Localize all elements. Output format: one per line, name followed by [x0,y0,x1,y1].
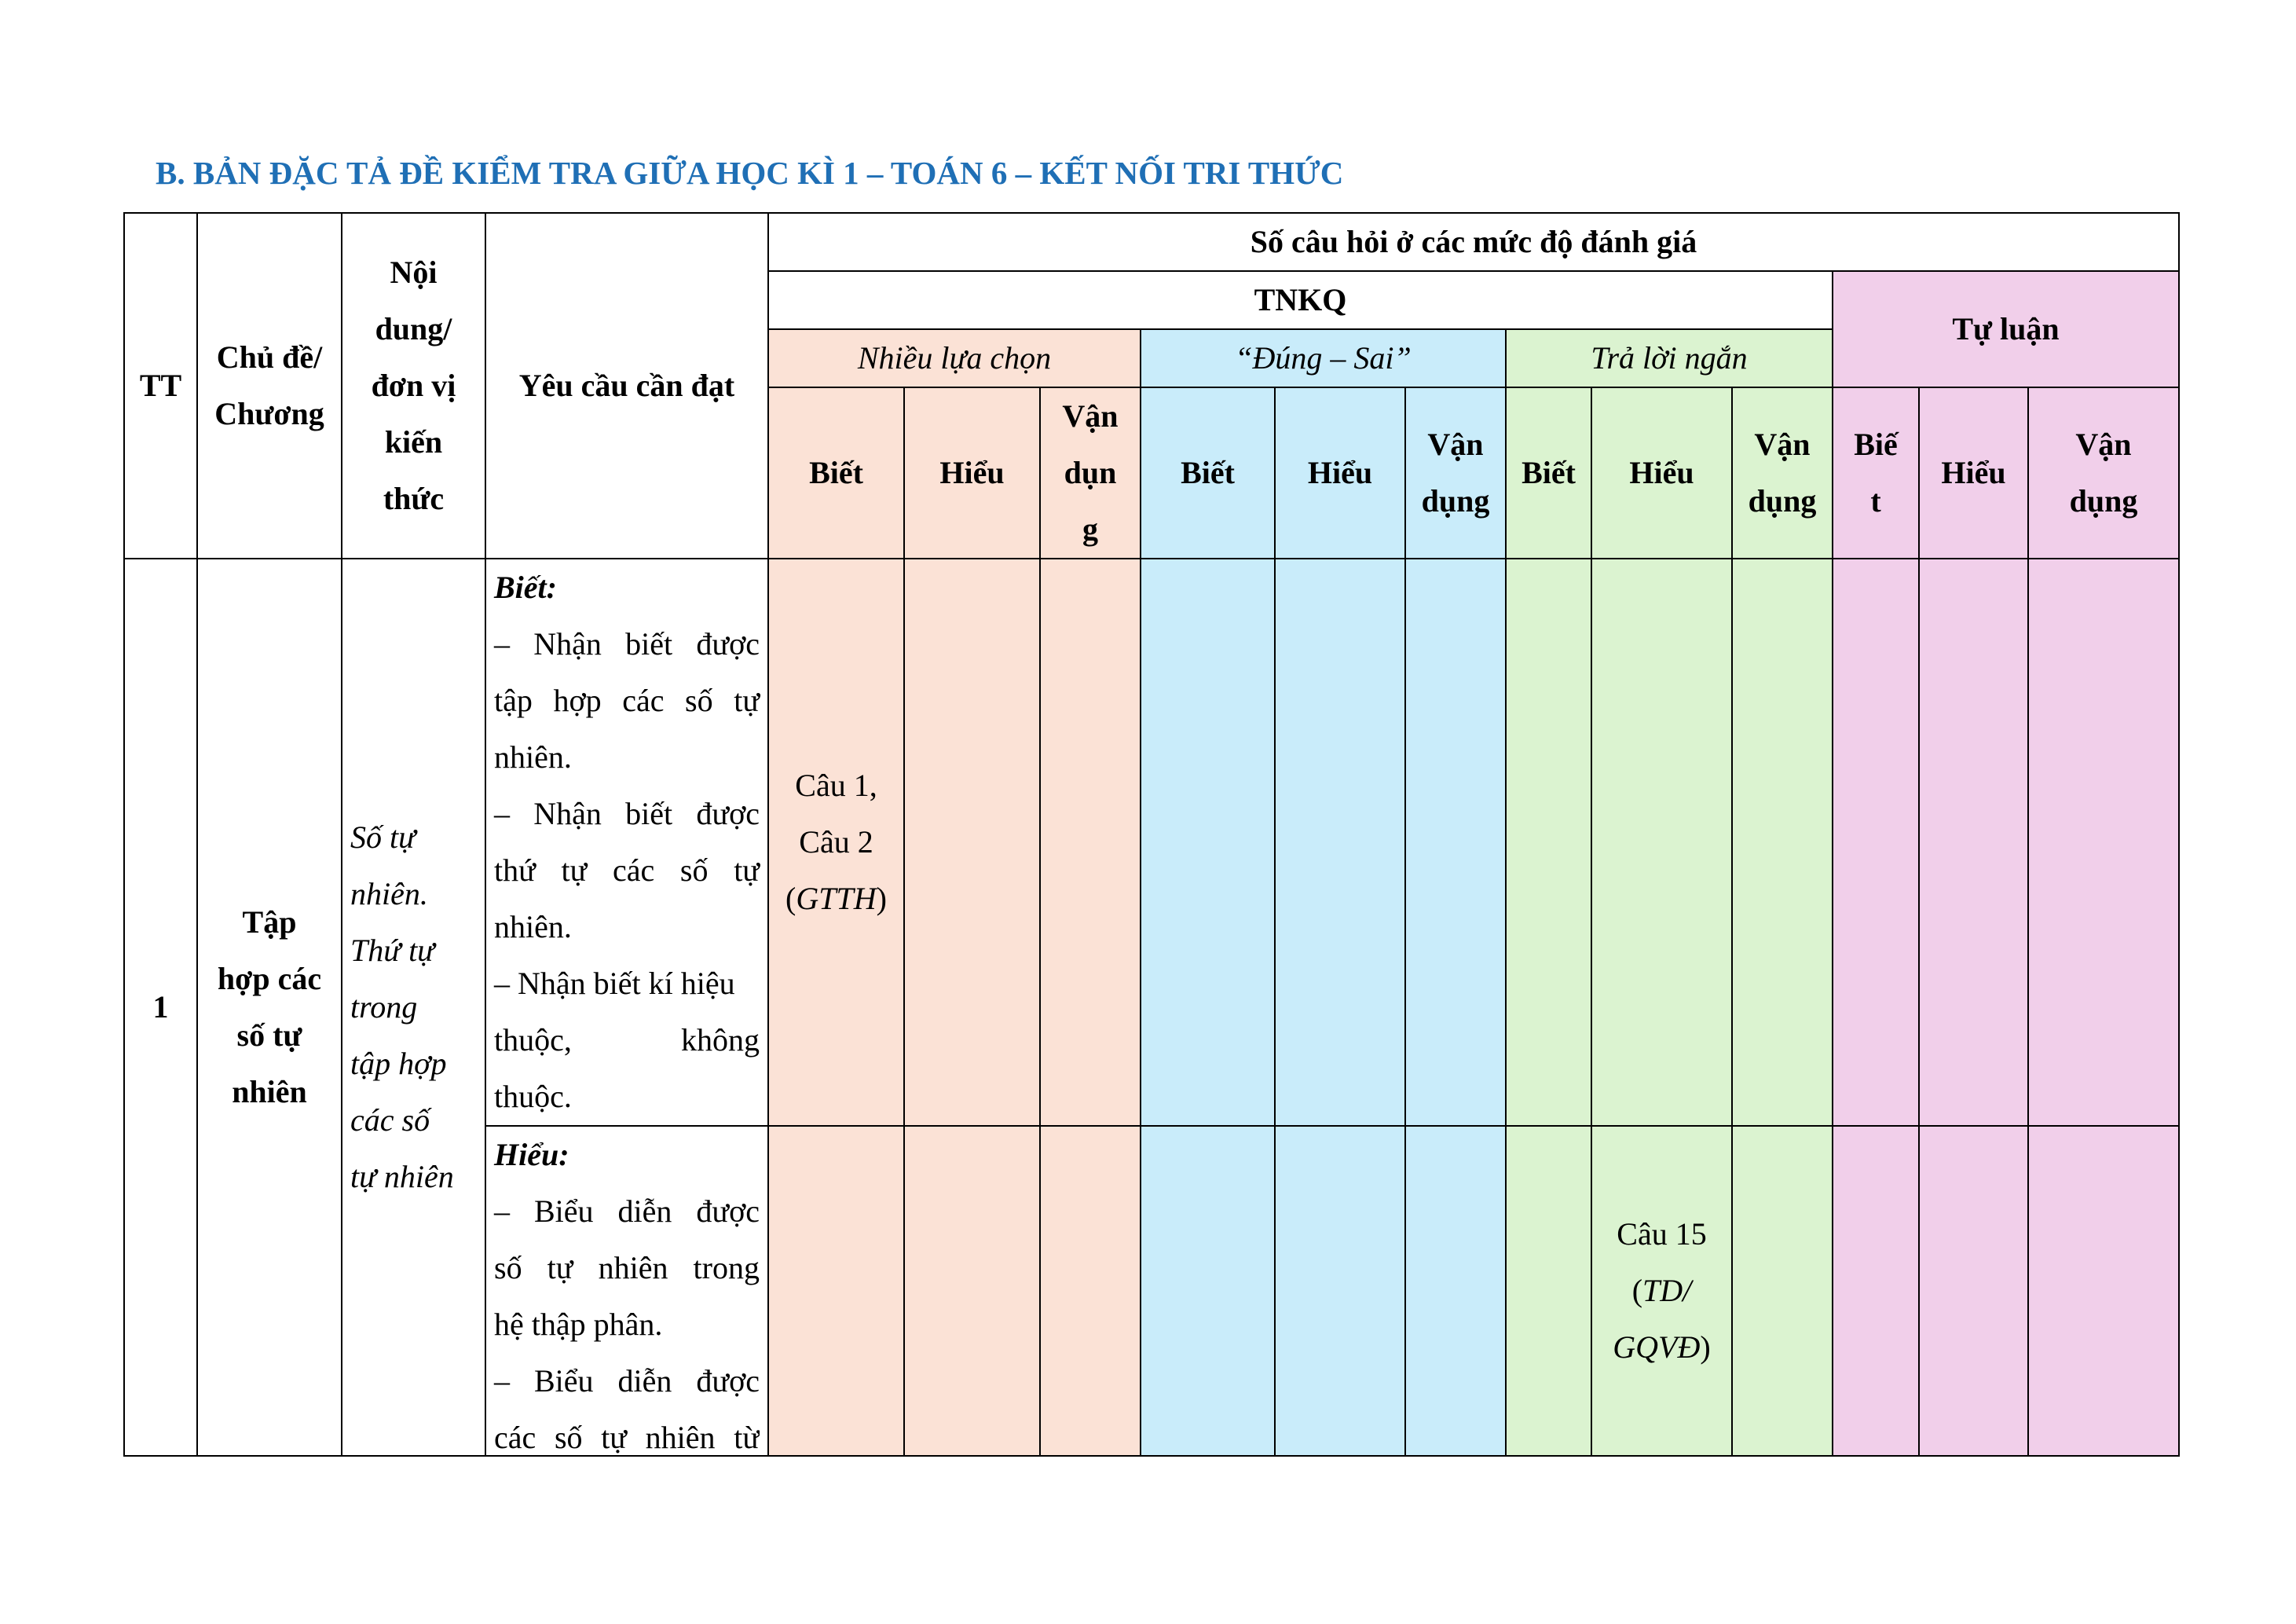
tf-van-dung-cell [1405,1126,1506,1456]
cau-code: GQVĐ) [1613,1329,1711,1365]
noi-dung-line: các số [350,1102,430,1138]
level-line: dụng [2069,483,2138,519]
level-essay-van-dung [2028,387,2179,559]
tf-biet-cell [1141,559,1275,1126]
level-line: Biế [1854,427,1898,462]
noi-dung-line: tự nhiên [350,1159,454,1194]
level-mc-hieu: Hiểu [904,387,1040,559]
header-chu-de-line: Chủ đề/ [216,339,323,375]
level-sa-van-dung [1732,387,1833,559]
cau-code-text: GTTH [796,881,877,916]
essay-hieu-cell [1919,559,2028,1126]
page-title: B. BẢN ĐẶC TẢ ĐỀ KIỂM TRA GIỮA HỌC KÌ 1 – TOÁN 6 – KẾT NỐI TRI THỨC [156,155,1344,191]
yeu-cau-hieu [485,1126,768,1456]
level-essay-hieu: Hiểu [1919,387,2028,559]
yeu-cau-hieu-label: Hiểu: [494,1137,569,1172]
sa-hieu-cell [1591,559,1732,1126]
yeu-cau-line: – Nhận biết được [494,796,760,831]
yeu-cau-line: – Nhận biết kí hiệu [494,966,735,1001]
yeu-cau-biet-label: Biết: [494,570,557,605]
essay-biet-cell [1833,559,1919,1126]
level-line: Vận [1062,398,1119,434]
mc-biet-cell [768,1126,904,1456]
level-mc-biet: Biết [768,387,904,559]
row-chu-de [197,559,342,1456]
noi-dung-line: nhiên. [350,876,428,911]
level-sa-biet: Biết [1506,387,1591,559]
yeu-cau-biet [485,559,768,1126]
noi-dung-line: tập hợp [350,1046,447,1081]
mc-van-dung-cell [1040,559,1141,1126]
yeu-cau-line: các số tự nhiên từ [494,1420,760,1455]
yeu-cau-line: tập hợp các số tự [494,683,760,718]
sa-van-dung-cell [1732,1126,1833,1456]
tf-biet-cell [1141,1126,1275,1456]
sa-van-dung-cell [1732,559,1833,1126]
level-line: g [1082,511,1098,547]
level-line: Vận [1427,427,1484,462]
yeu-cau-line: số tự nhiên trong [494,1250,760,1285]
cau-code-text: TD/ [1642,1273,1692,1308]
sa-biet-cell [1506,1126,1591,1456]
header-so-cau-hoi: Số câu hỏi ở các mức độ đánh giá [768,213,2179,271]
table-row [124,559,2179,1126]
level-essay-biet [1833,387,1919,559]
header-chu-de-line: Chương [214,396,324,431]
chu-de-line: số tự [236,1017,302,1053]
header-noi-dung-line: dung/ [375,311,452,346]
level-line: dụng [1421,483,1490,519]
header-tt: TT [124,213,197,559]
yeu-cau-line: – Biểu diễn được [494,1193,760,1229]
essay-hieu-cell [1919,1126,2028,1456]
yeu-cau-line: hệ thập phân. [494,1307,663,1342]
cau-code: (TD/ [1631,1273,1692,1308]
yeu-cau-line: nhiên. [494,909,572,944]
level-line: Vận [1754,427,1811,462]
tf-van-dung-cell [1405,559,1506,1126]
specification-table [123,212,2180,1457]
level-mc-van-dung [1040,387,1141,559]
header-noi-dung [342,213,485,559]
header-dung-sai: “Đúng – Sai” [1141,329,1506,387]
essay-van-dung-cell [2028,1126,2179,1456]
level-tf-hieu: Hiểu [1275,387,1405,559]
yeu-cau-line: thuộc. [494,1079,572,1114]
row-noi-dung [342,559,485,1456]
yeu-cau-line: – Biểu diễn được [494,1363,760,1399]
yeu-cau-line: – Nhận biết được [494,626,760,662]
header-tnkq: TNKQ [768,271,1833,329]
level-line: dụng [1748,483,1817,519]
yeu-cau-line: thứ tự các số tự [494,852,760,888]
level-tf-van-dung [1405,387,1506,559]
row-tt: 1 [124,559,197,1456]
header-noi-dung-line: kiến [384,424,443,460]
header-nhieu-lua-chon: Nhiều lựa chọn [768,329,1141,387]
sa-biet-cell [1506,559,1591,1126]
chu-de-line: hợp các [217,961,322,996]
noi-dung-line: Số tự [350,819,416,855]
header-chu-de [197,213,342,559]
level-line: Vận [2075,427,2132,462]
level-sa-hieu: Hiểu [1591,387,1732,559]
header-noi-dung-line: Nội [390,255,438,290]
header-tra-loi-ngan: Trả lời ngắn [1506,329,1833,387]
essay-biet-cell [1833,1126,1919,1456]
cau-label: Câu 2 [799,824,873,860]
level-line: dụn [1064,455,1117,490]
tf-hieu-cell [1275,559,1405,1126]
yeu-cau-line: thuộc, không [494,1022,760,1058]
cau-code: (GTTH) [785,881,887,916]
cau-code-text: GQVĐ [1613,1329,1701,1365]
yeu-cau-line: nhiên. [494,739,572,775]
header-tu-luan: Tự luận [1833,271,2179,387]
mc-hieu-cell [904,559,1040,1126]
sa-hieu-cell [1591,1126,1732,1456]
tf-hieu-cell [1275,1126,1405,1456]
level-tf-biet: Biết [1141,387,1275,559]
header-yeu-cau: Yêu cầu cần đạt [485,213,768,559]
essay-van-dung-cell [2028,559,2179,1126]
header-noi-dung-line: đơn vị [371,368,456,403]
level-line: t [1870,483,1881,519]
mc-biet-cell [768,559,904,1126]
header-noi-dung-line: thức [383,481,445,516]
chu-de-line: nhiên [232,1074,307,1109]
mc-van-dung-cell [1040,1126,1141,1456]
noi-dung-line: trong [350,989,418,1025]
chu-de-line: Tập [242,904,297,940]
cau-label: Câu 1, [795,768,877,803]
noi-dung-line: Thứ tự [350,933,434,968]
mc-hieu-cell [904,1126,1040,1456]
cau-label: Câu 15 [1617,1216,1707,1252]
